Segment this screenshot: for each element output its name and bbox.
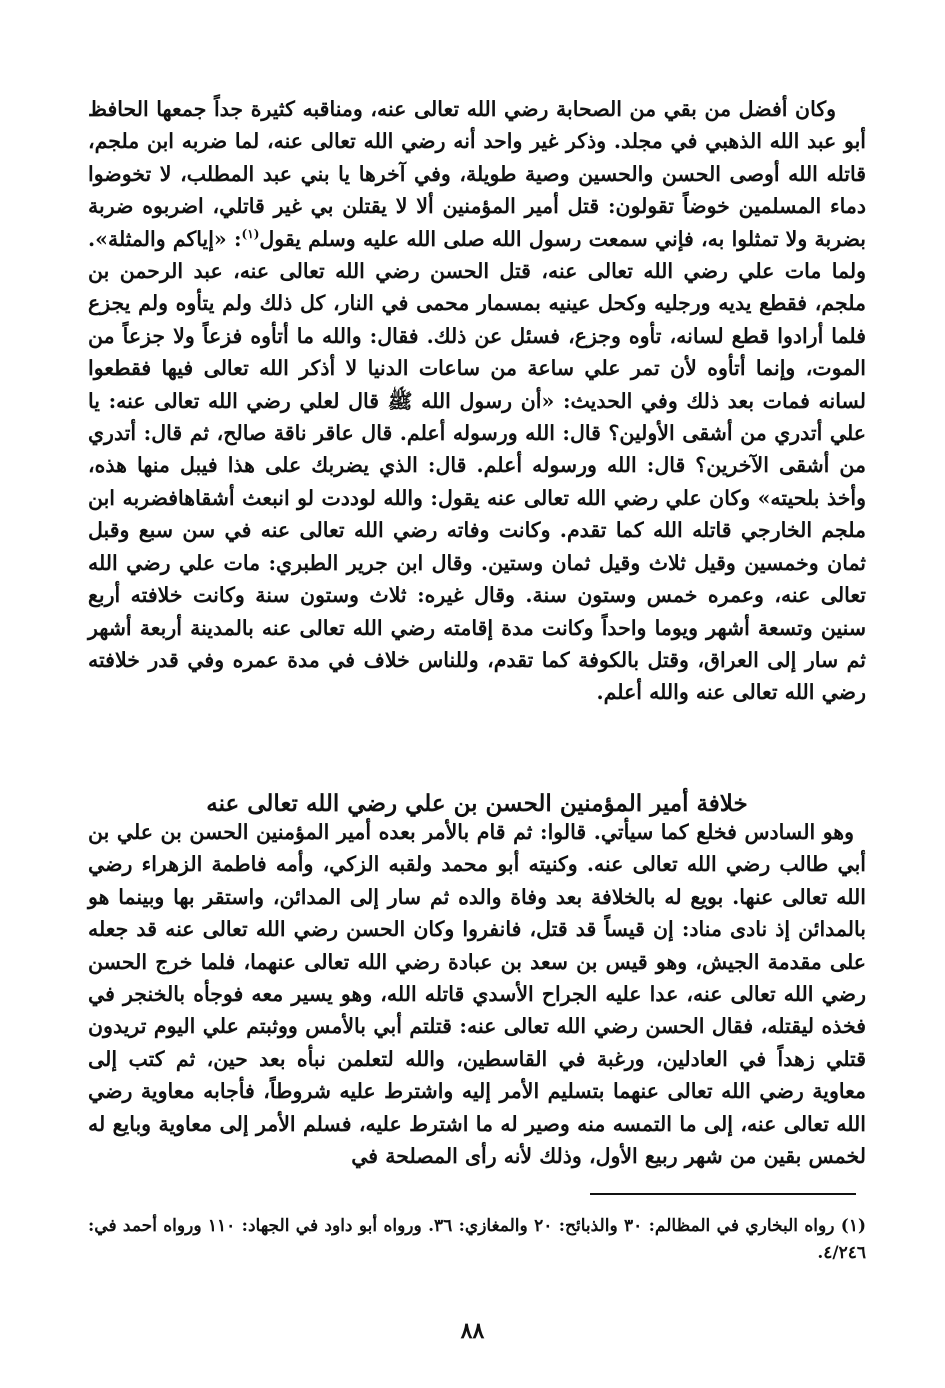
paragraph-hasan-caliphate [88, 816, 866, 1172]
paragraph-ali-death [88, 93, 866, 709]
paragraph-1-part-2: : «إياكم والمثلة». ولما مات علي رضي الله تعالى عنه، قتل الحسن رضي الله تعالى عنه، عبد الرحمن بن ملجم، فقطع يديه ورجليه وكحل عينيه بمسمار محمى في النار، كل ذلك ولم يتأوه ولم يجزع فلما أرادوا قطع لسانه، تأوه وجزع، فسئل عن ذلك. فقال: والله ما أتأوه فزعاً ولا جزعاً من الموت، وإنما أتأوه لأن تمر علي ساعة من ساعات الدنيا لا أذكر الله تعالى فيها فقطعوا لسانه فمات بعد ذلك وفي الحديث: «أن رسول الله ﷺ قال لعلي رضي الله تعالى عنه: يا علي أتدري من أشقى الأولين؟ قال: الله ورسوله أعلم. قال عاقر ناقة صالح، ثم قال: أتدري من أشقى الآخرين؟ قال: الله ورسوله أعلم. قال: الذي يضربك على هذا فيبل منها هذه، وأخذ بلحيته» وكان علي رضي الله تعالى عنه يقول: والله لوددت لو انبعث أشقاهافضربه ابن ملجم الخارجي قاتله الله كما تقدم. وكانت وفاته رضي الله تعالى عنه في سن سبع وقبل ثمان وخمسين وقيل ثلاث وقيل ثمان وستين. وقال ابن جرير الطبري: مات علي رضي الله تعالى عنه، وعمره خمس وستون سنة. وقال غيره: ثلاث وستون سنة وكانت خلافته أربع سنين وتسعة أشهر ويوما واحداً وكانت مدة إقامته رضي الله تعالى عنه بالمدينة أربعة أشهر ثم سار إلى العراق، وقتل بالكوفة كما تقدم، وللناس خلاف في مدة عمره وفي قدر خلافته رضي الله تعالى عنه والله أعلم. [88, 226, 866, 705]
footnote-reference[interactable]: (١) [241, 226, 260, 241]
paragraph-1-part-1: وكان أفضل من بقي من الصحابة رضي الله تعالى عنه، ومناقبه كثيرة جداً جمعها الحافظ أبو عبد الله الذهبي في مجلد. وذكر غير واحد أنه رضي الله تعالى عنه، لما ضربه ابن ملجم، قاتله الله أوصى الحسن والحسين وصية طويلة، وفي آخرها يا بني عبد المطلب، لا تخوضوا دماء المسلمين خوضاً تقولون: قتل أمير المؤمنين ألا لا يقتلن بي غير قاتلي، اضربوه ضربة بضربة ولا تمثلوا به، فإني سمعت رسول الله صلى الله عليه وسلم يقول [88, 97, 867, 251]
footnote-divider [590, 1193, 856, 1195]
footnote: (١) رواه البخاري في المظالم: ٣٠ والذبائح: ٢٠ والمغازي: ٣٦. ورواه أبو داود في الجهاد: ١١٠ ورواه أحمد في: ٤/٢٤٦. [88, 1216, 867, 1263]
page-number: ٨٨ [460, 1318, 485, 1344]
section-heading: خلافة أمير المؤمنين الحسن بن علي رضي الله تعالى عنه [206, 790, 748, 817]
paragraph-text [88, 93, 866, 709]
paragraph-text: وهو السادس فخلع كما سيأتي. قالوا: ثم قام بالأمر بعده أمير المؤمنين الحسن بن علي بن أبي طالب رضي الله تعالى عنه. وكنيته أبو محمد ولقبه الزكي، وأمه فاطمة الزهراء رضي الله تعالى عنها. بويع له بالخلافة بعد وفاة والده ثم سار إلى المدائن، واستقر بها وبينما هو بالمدائن إذ نادى مناد: إن قيساً قد قتل، فانفروا وكان الحسن رضي الله تعالى عنه قد جعله على مقدمة الجيش، وهو قيس بن سعد بن عبادة رضي الله تعالى عنهما، فلما خرج الحسن رضي الله تعالى عنه، عدا عليه الجراح الأسدي قاتله الله، وهو يسير معه فوجأه بالخنجر في فخذه ليقتله، فقال الحسن رضي الله تعالى عنه: قتلتم أبي بالأمس ووثبتم علي اليوم تريدون قتلي زهداً في العادلين، ورغبة في القاسطين، والله لتعلمن نبأه بعد حين، ثم كتب إلى معاوية رضي الله تعالى عنهما بتسليم الأمر إليه واشترط عليه شروطاً، فأجابه معاوية رضي الله تعالى عنه، إلى ما التمسه منه وصير له ما اشترط عليه، فسلم الأمر إلى معاوية وبايع له لخمس بقين من شهر ربيع الأول، وذلك لأنه رأى المصلحة في [88, 820, 866, 1169]
